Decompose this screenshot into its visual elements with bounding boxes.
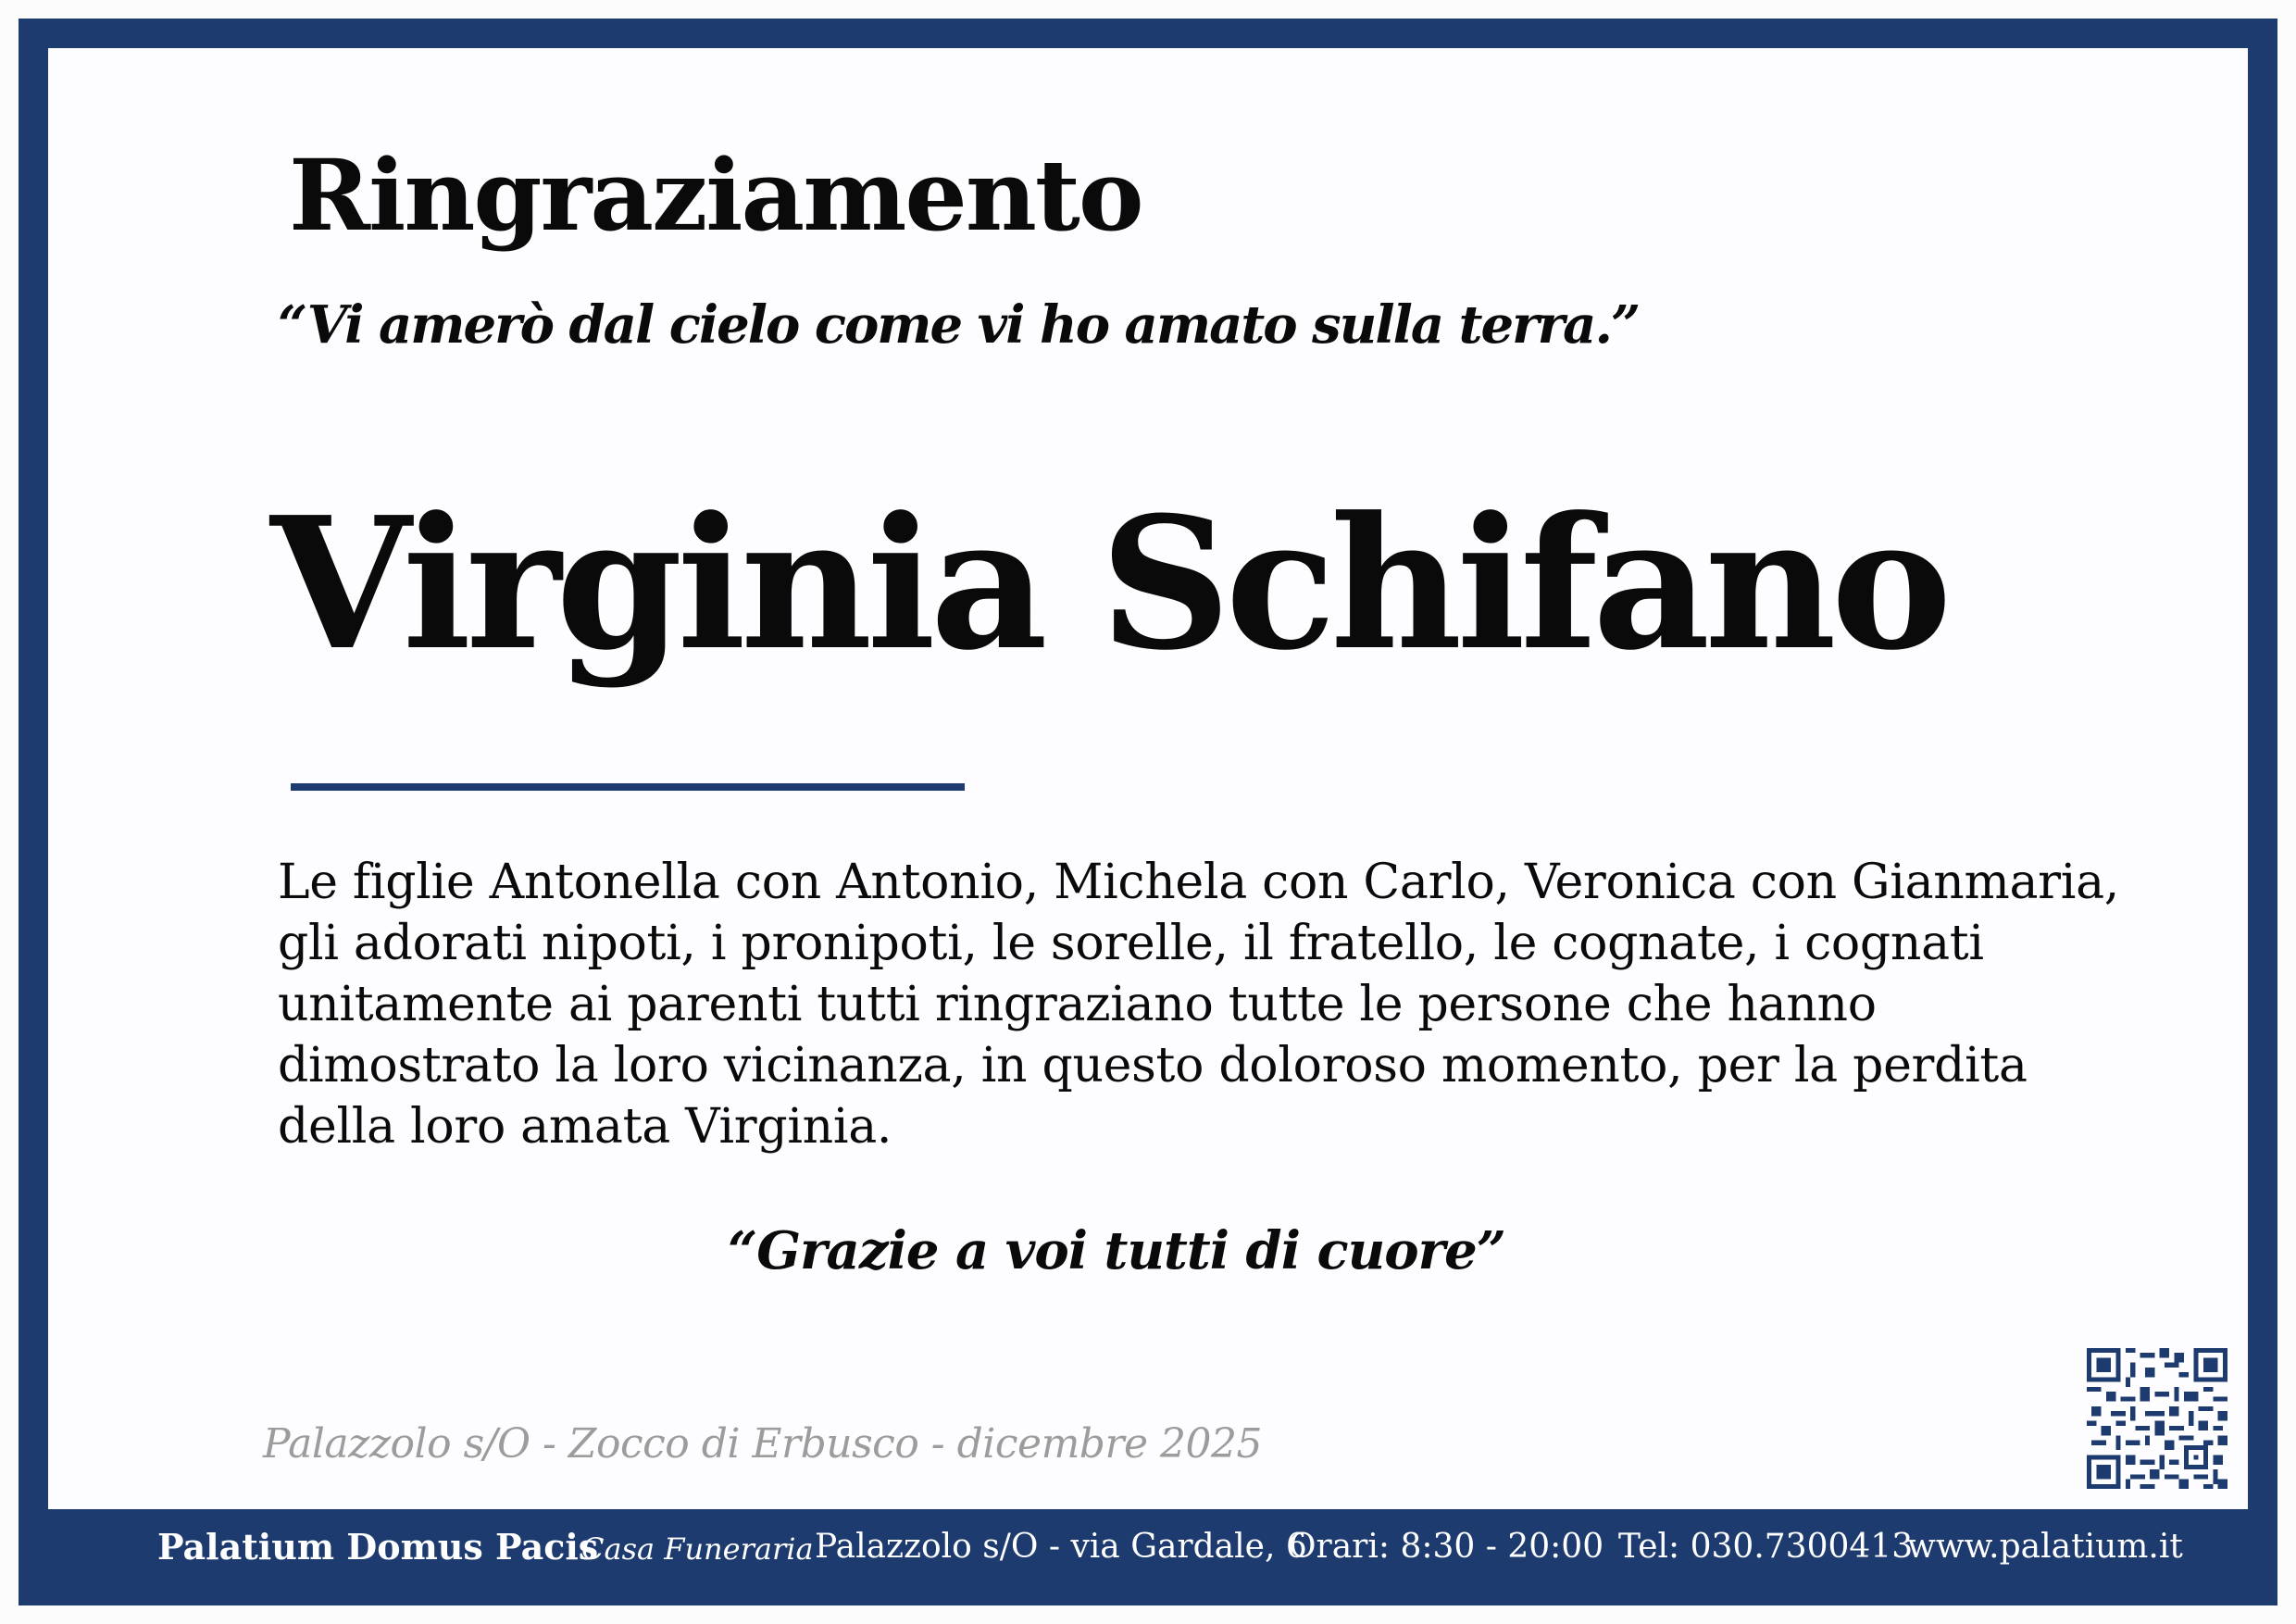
- thanks-line: gli adorati nipoti, i pronipoti, le sorelle, il fratello, le cognate, i cognati: [278, 916, 1984, 971]
- closing-quote: “Grazie a voi tutti di cuore”: [728, 1220, 1505, 1281]
- footer-hours: Orari: 8:30 - 20:00: [1289, 1528, 1604, 1566]
- qr-code-icon[interactable]: [2087, 1348, 2227, 1489]
- divider-rule: [291, 783, 965, 791]
- thanks-line: unitamente ai parenti tutti ringraziano tutte le persone che hanno: [278, 977, 1877, 1032]
- footer-tagline: Casa Funeraria: [581, 1531, 814, 1567]
- footer-website-link[interactable]: www.palatium.it: [1907, 1528, 2183, 1566]
- thanks-line: Le figlie Antonella con Antonio, Michela con Carlo, Veronica con Gianmaria,: [278, 855, 2119, 910]
- footer-address: Palazzolo s/O - via Gardale, 6: [815, 1528, 1307, 1566]
- thanks-line: della loro amata Virginia.: [278, 1099, 892, 1155]
- notice-heading: Ringraziamento: [289, 137, 1142, 253]
- deceased-name: Virginia Schifano: [270, 478, 1947, 691]
- footer-phone[interactable]: Tel: 030.7300413: [1618, 1528, 1914, 1566]
- footer-brand: Palatium Domus Pacis: [157, 1526, 599, 1568]
- footer-bar: [0, 1509, 2296, 1587]
- thanks-message: [278, 852, 2185, 1157]
- notice-card: [48, 48, 2248, 1509]
- thanks-line: dimostrato la loro vicinanza, in questo doloroso momento, per la perdita: [278, 1038, 2028, 1093]
- place-date: Palazzolo s/O - Zocco di Erbusco - dicembre 2025: [263, 1420, 1262, 1468]
- epigraph-quote: “Vi amerò dal cielo come vi ho amato sulla terra.”: [278, 294, 1640, 356]
